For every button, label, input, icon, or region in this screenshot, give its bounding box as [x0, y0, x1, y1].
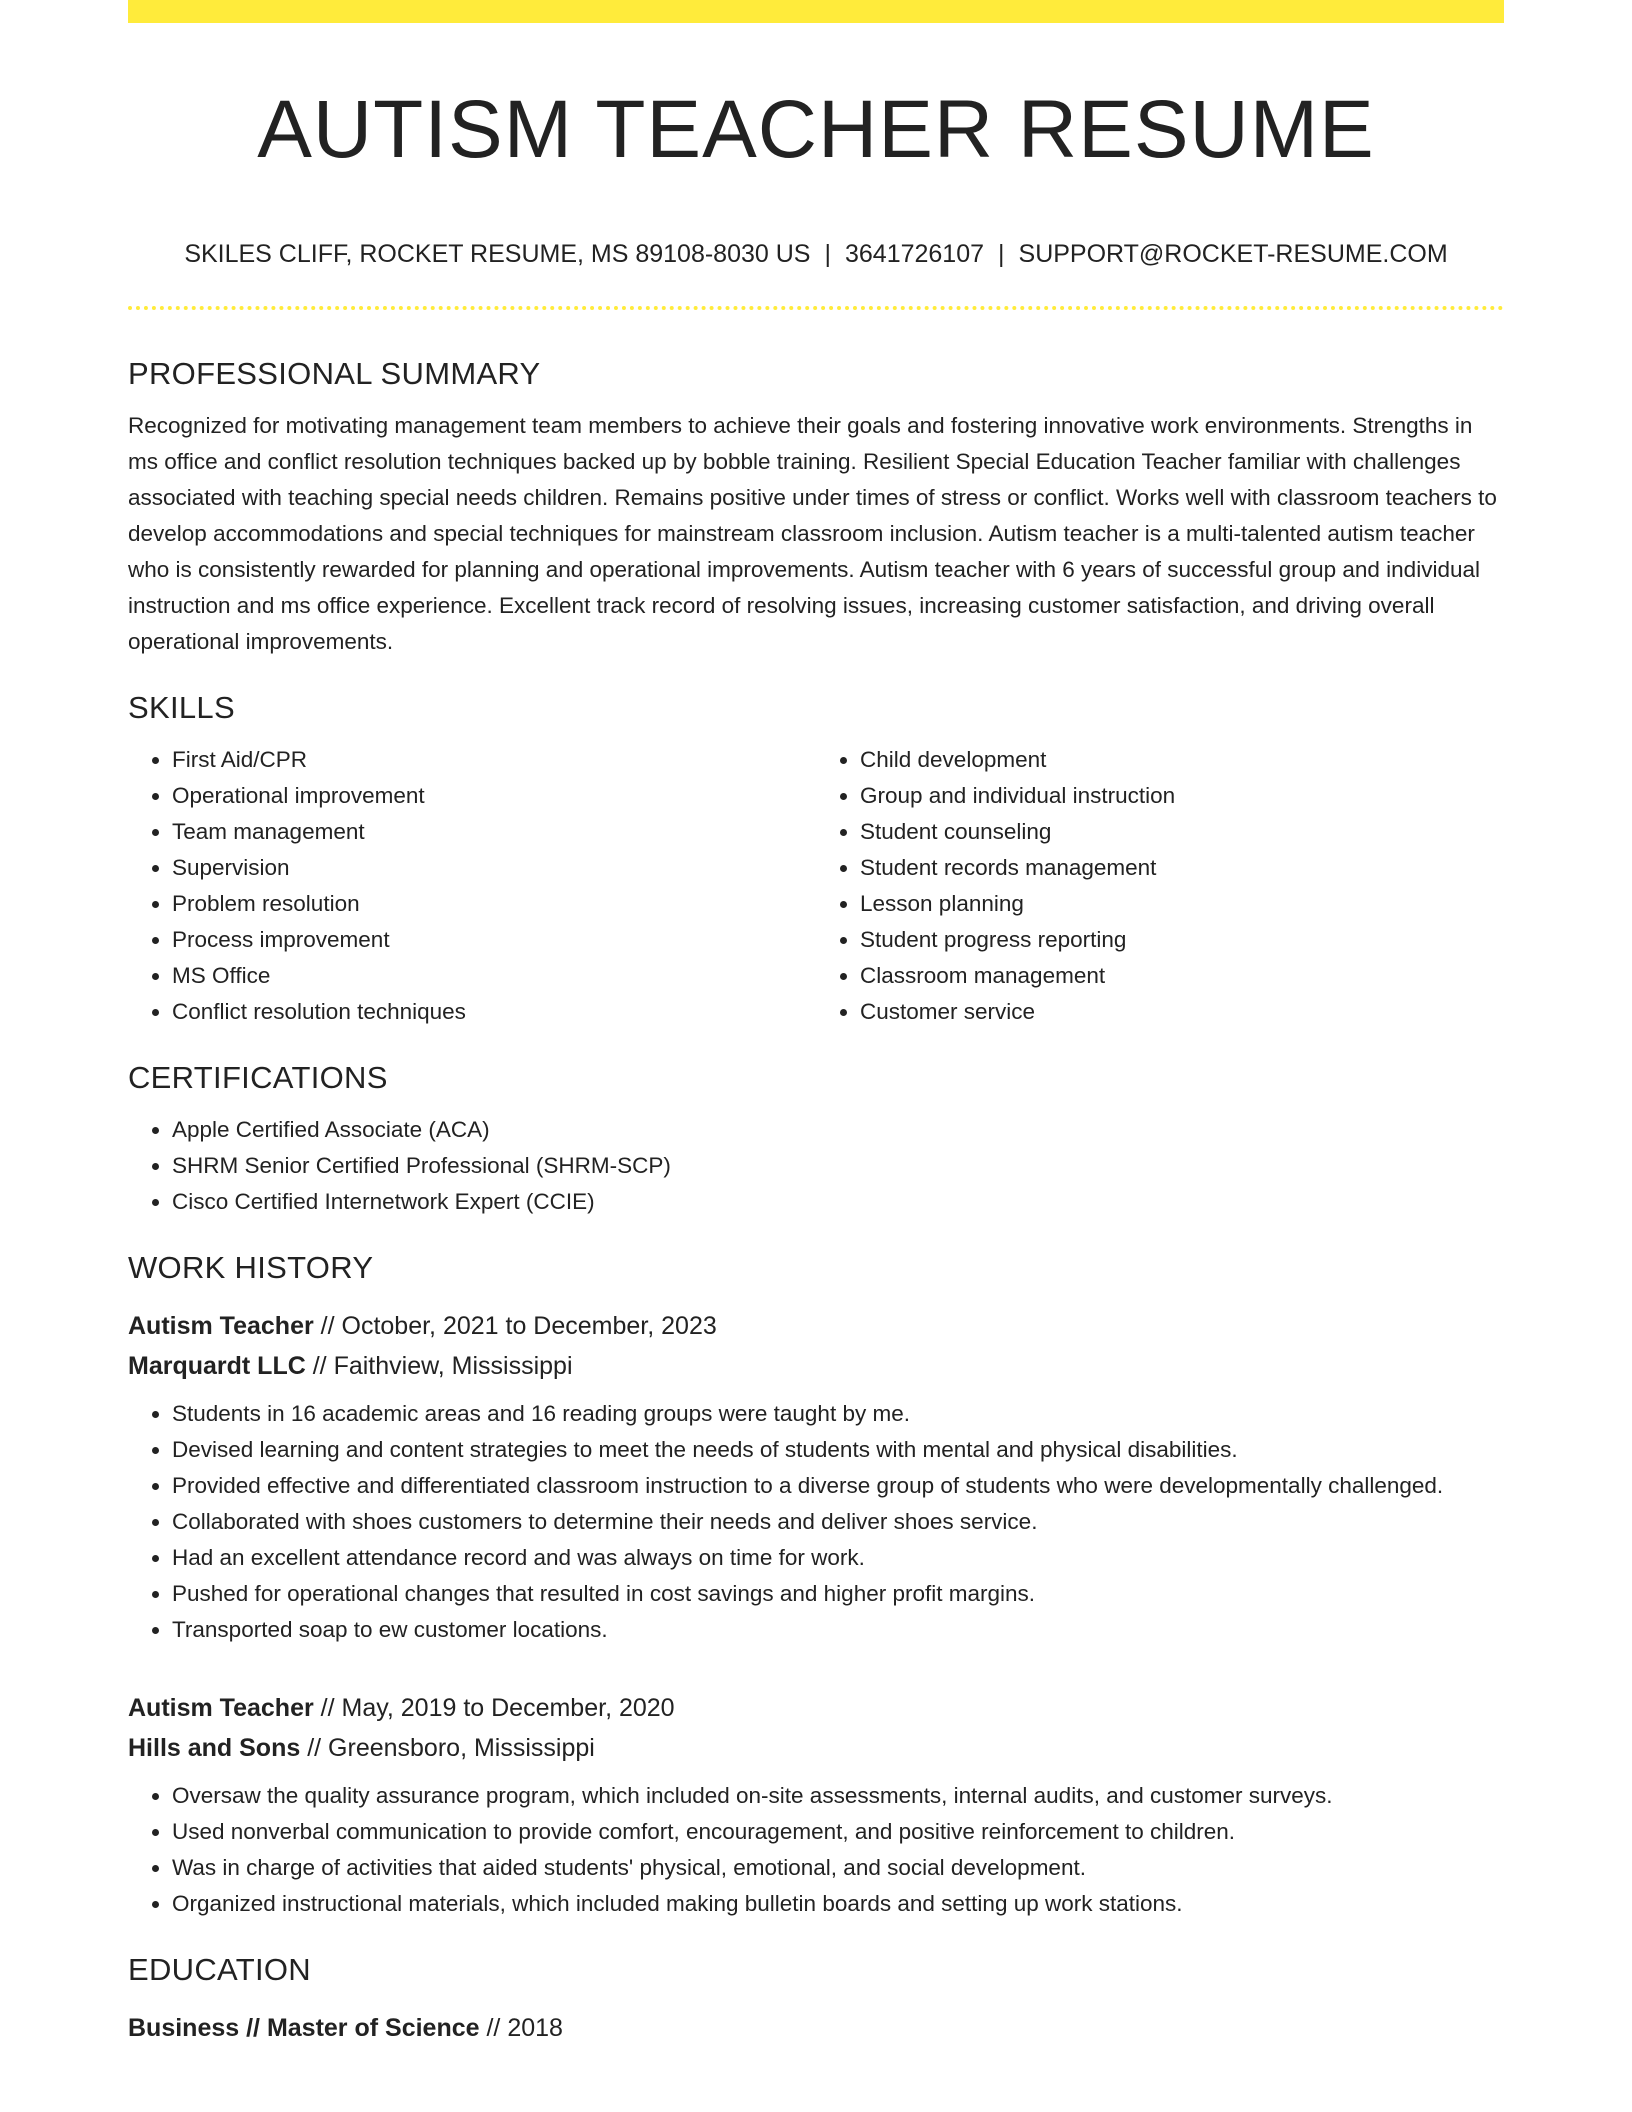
top-accent-bar — [128, 0, 1504, 23]
skills-columns — [128, 742, 1504, 1030]
job-company: Hills and Sons — [128, 1734, 301, 1762]
job-bullet: • Transported soap to ew customer locations. — [172, 1612, 1504, 1648]
job-bullet: • Collaborated with shoes customers to determine their needs and deliver shoes service. — [172, 1504, 1504, 1540]
job-dates: // May, 2019 to December, 2020 — [313, 1694, 675, 1722]
job-title-line — [128, 1306, 1504, 1346]
job-title: Autism Teacher — [128, 1312, 314, 1340]
contact-separator: | — [998, 240, 1005, 268]
skill-item: • Supervision — [172, 850, 816, 886]
job-location: // Greensboro, Mississippi — [300, 1734, 595, 1762]
job-title: Autism Teacher — [128, 1694, 314, 1722]
job-entry — [128, 1306, 1504, 1648]
education-degree: Business // Master of Science — [128, 2014, 480, 2042]
job-bullet: • Students in 16 academic areas and 16 reading groups were taught by me. — [172, 1396, 1504, 1432]
education-section — [128, 1948, 1504, 2048]
skill-item: • Student counseling — [860, 814, 1504, 850]
skill-item: • Conflict resolution techniques — [172, 994, 816, 1030]
job-dates: // October, 2021 to December, 2023 — [313, 1312, 717, 1340]
job-bullet: • Provided effective and differentiated classroom instruction to a diverse group of students who were developmentally challenged. — [172, 1468, 1504, 1504]
skill-item: • Student records management — [860, 850, 1504, 886]
job-bullets — [128, 1396, 1504, 1648]
resume-title: AUTISM TEACHER RESUME — [257, 84, 1375, 175]
skill-item: • Lesson planning — [860, 886, 1504, 922]
job-title-line — [128, 1688, 1504, 1728]
certifications-heading: CERTIFICATIONS — [128, 1060, 388, 1095]
job-location: // Faithview, Mississippi — [305, 1352, 573, 1380]
education-entry — [128, 2008, 1504, 2048]
job-bullet: • Oversaw the quality assurance program, which included on-site assessments, internal audits, and customer surveys. — [172, 1778, 1504, 1814]
job-bullet: • Pushed for operational changes that resulted in cost savings and higher profit margins. — [172, 1576, 1504, 1612]
skill-item: • Group and individual instruction — [860, 778, 1504, 814]
job-bullets — [128, 1778, 1504, 1922]
skill-item: • Problem resolution — [172, 886, 816, 922]
certification-item: • Apple Certified Associate (ACA) — [172, 1112, 1504, 1148]
dotted-divider — [128, 306, 1504, 310]
certifications-section — [128, 1056, 1504, 1220]
skill-item: • Operational improvement — [172, 778, 816, 814]
resume-body — [128, 352, 1504, 2048]
skills-section — [128, 686, 1504, 1030]
job-bullet: • Devised learning and content strategies to meet the needs of students with mental and physical disabilities. — [172, 1432, 1504, 1468]
job-company-line — [128, 1346, 1504, 1386]
skill-item: • Customer service — [860, 994, 1504, 1030]
summary-text: Recognized for motivating management team members to achieve their goals and fostering innovative work environments. Strengths in ms office and conflict resolution techniques backed up by bobble training. Resilient Special Education Teacher familiar with challenges associated with teaching special needs children. Remains positive under times of stress or conflict. Works well with classroom teachers to develop accommodations and special techniques for mainstream classroom inclusion. Autism teacher is a multi-talented autism teacher who is consistently rewarded for planning and operational improvements. Autism teacher with 6 years of successful group and individual instruction and ms office experience. Excellent track record of resolving issues, increasing customer satisfaction, and driving overall operational improvements. — [128, 413, 1497, 654]
job-company: Marquardt LLC — [128, 1352, 306, 1380]
job-bullet: • Had an excellent attendance record and was always on time for work. — [172, 1540, 1504, 1576]
contact-email: SUPPORT@ROCKET-RESUME.COM — [1018, 240, 1448, 268]
job-bullet: • Was in charge of activities that aided students' physical, emotional, and social development. — [172, 1850, 1504, 1886]
skill-item: • Student progress reporting — [860, 922, 1504, 958]
work-history-section — [128, 1246, 1504, 1922]
education-line — [128, 2008, 1504, 2048]
contact-separator: | — [824, 240, 831, 268]
job-bullet: • Organized instructional materials, which included making bulletin boards and setting up work stations. — [172, 1886, 1504, 1922]
skill-item: • Team management — [172, 814, 816, 850]
summary-heading: PROFESSIONAL SUMMARY — [128, 356, 541, 391]
job-bullet: • Used nonverbal communication to provide comfort, encouragement, and positive reinforcement to children. — [172, 1814, 1504, 1850]
contact-phone: 3641726107 — [844, 240, 985, 268]
job-company-line — [128, 1728, 1504, 1768]
skills-right-list — [816, 742, 1504, 1030]
certifications-list — [128, 1112, 1504, 1220]
skills-heading: SKILLS — [128, 690, 235, 725]
summary-section — [128, 352, 1504, 660]
skill-item: • Child development — [860, 742, 1504, 778]
skill-item: • First Aid/CPR — [172, 742, 816, 778]
skill-item: • MS Office — [172, 958, 816, 994]
skills-left-list — [128, 742, 816, 1030]
education-year: // 2018 — [479, 2014, 563, 2042]
certification-item: • Cisco Certified Internetwork Expert (CCIE) — [172, 1184, 1504, 1220]
job-entry — [128, 1688, 1504, 1922]
contact-line — [128, 236, 1504, 272]
skill-item: • Process improvement — [172, 922, 816, 958]
skill-item: • Classroom management — [860, 958, 1504, 994]
certification-item: • SHRM Senior Certified Professional (SHRM-SCP) — [172, 1148, 1504, 1184]
education-heading: EDUCATION — [128, 1952, 311, 1987]
contact-address: SKILES CLIFF, ROCKET RESUME, MS 89108-8030 US — [184, 240, 811, 268]
work-history-heading: WORK HISTORY — [128, 1250, 374, 1285]
